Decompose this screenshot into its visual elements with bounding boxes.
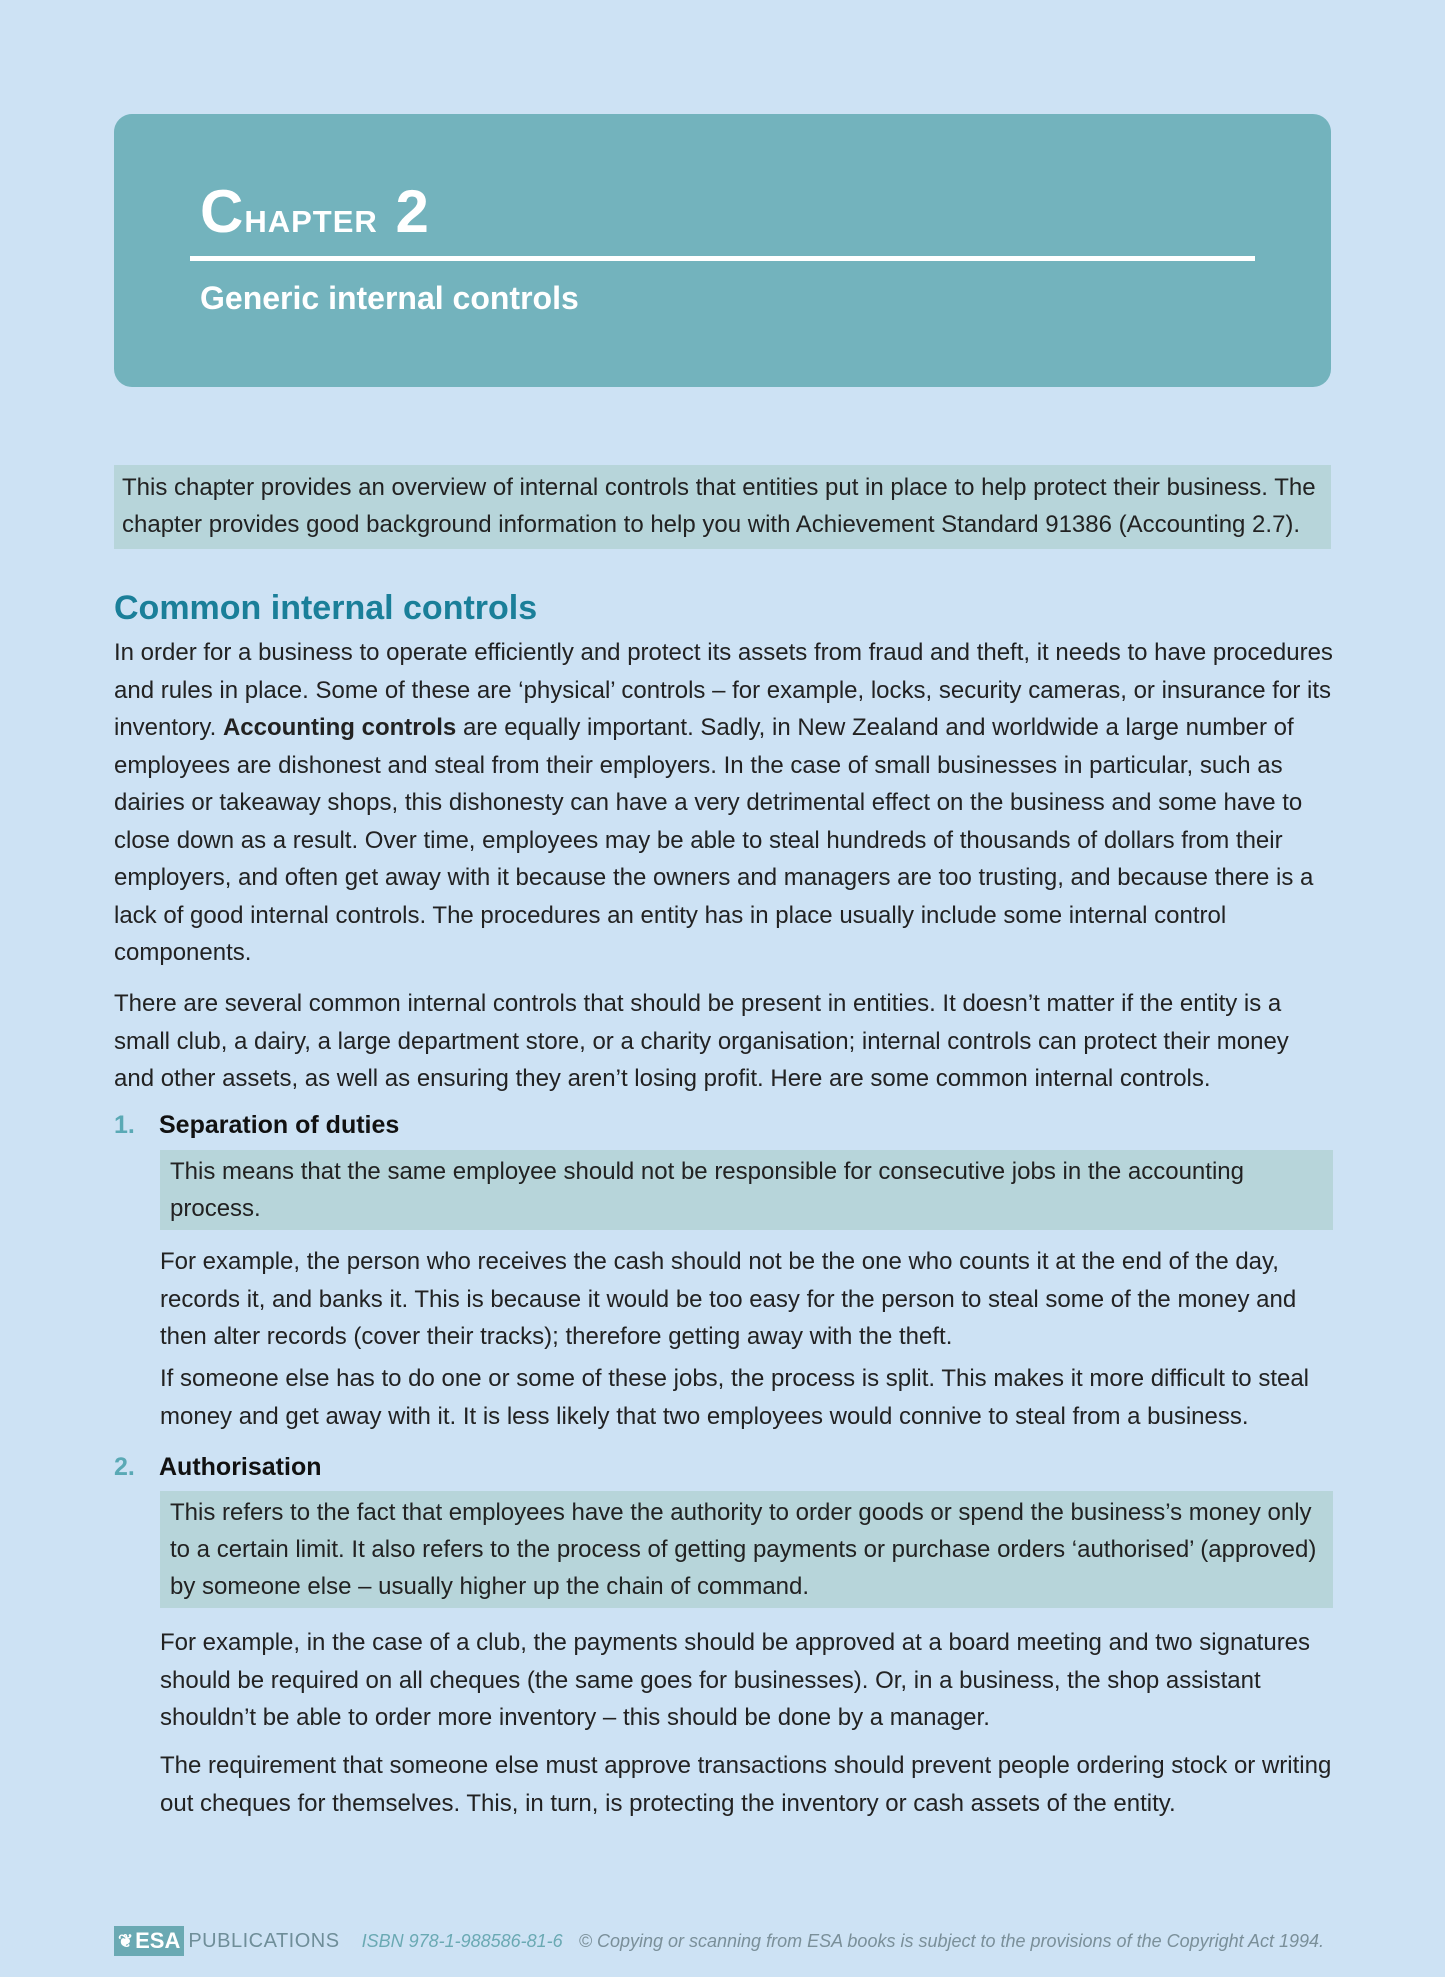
chapter-title — [200, 178, 430, 245]
isbn-text: ISBN 978-1-988586-81-6 — [361, 1930, 563, 1951]
publisher-logo — [114, 1926, 184, 1956]
para1-bold-term: Accounting controls — [222, 714, 457, 741]
section-heading: Common internal controls — [114, 589, 538, 627]
section-paragraph-1 — [114, 634, 1334, 972]
list-item-heading — [114, 1110, 399, 1140]
publisher-name: PUBLICATIONS — [188, 1929, 340, 1952]
list-item-heading — [114, 1452, 322, 1482]
logo-text: ESA — [135, 1928, 181, 1953]
para1-text-a: In order for a business to operate efficiently and protect its assets from fraud and theft, it needs to have procedures and rules in place. Some of these are ‘physical’ controls – for example, locks, security cameras, or insurance for its inventory. — [114, 639, 1333, 741]
item-paragraph: For example, the person who receives the cash should not be the one who counts it at the end of the day, records it, and banks it. This is because it would be too easy for the person to steal some of the money and then alter records (cover their tracks); therefore getting away with the theft. — [160, 1248, 1297, 1350]
leaf-icon: ❦ — [118, 1930, 134, 1951]
para1-text-b: are equally important. Sadly, in New Zealand and worldwide a large number of employees are dishonest and steal from their employers. In the case of small businesses in particular, such as dairies or takeaway shops, this dishonesty can have a very detrimental effect on the business and some have to close down as a result. Over time, employees may be able to steal hundreds of thousands of dollars from their employers, and often get away with it because the owners and managers are too trusting, and because there is a lack of good internal controls. The procedures an entity has in place usually include some internal control components. — [114, 714, 1314, 966]
list-item-number: 2. — [114, 1453, 135, 1481]
page-footer — [114, 1925, 1324, 1957]
item-paragraph: For example, in the case of a club, the payments should be approved at a board meeting and two signatures should be required on all cheques (the same goes for businesses). Or, in a business, the shop assistant shouldn’t be able to order more inventory – this should be done by a manager. — [160, 1629, 1311, 1731]
item-paragraph: If someone else has to do one or some of these jobs, the process is split. This makes it more difficult to steal money and get away with it. It is less likely that two employees would connive to steal from a business. — [160, 1365, 1310, 1430]
definition-box: This refers to the fact that employees have the authority to order goods or spend the business’s money only to a certain limit. It also refers to the process of getting payments or purchase orders ‘authorised’ (approved) by someone else – usually higher up the chain of command. — [160, 1491, 1333, 1608]
chapter-label-rest: hapter — [244, 193, 378, 242]
definition-box: This means that the same employee should not be responsible for consecutive jobs in the accounting process. — [160, 1150, 1333, 1230]
chapter-number: 2 — [395, 178, 430, 245]
list-item-label: Authorisation — [159, 1453, 322, 1481]
list-item-number: 1. — [114, 1111, 135, 1139]
section-paragraph-2: There are several common internal controls that should be present in entities. It doesn’t matter if the entity is a small club, a dairy, a large department store, or a charity organisation; internal controls can protect their money and other assets, as well as ensuring they aren’t losing profit. Here are some common internal controls. — [114, 990, 1289, 1092]
list-item-label: Separation of duties — [159, 1111, 400, 1139]
chapter-divider — [190, 256, 1255, 261]
chapter-banner — [114, 114, 1331, 387]
intro-box: This chapter provides an overview of internal controls that entities put in place to help protect their business. The chapter provides good background information to help you with Achievement Standard 91386 (Accounting 2.7). — [114, 465, 1331, 549]
chapter-label-first: C — [200, 178, 245, 245]
copyright-text: © Copying or scanning from ESA books is subject to the provisions of the Copyright Act 1994. — [578, 1930, 1325, 1951]
item-paragraph: The requirement that someone else must approve transactions should prevent people ordering stock or writing out cheques for themselves. This, in turn, is protecting the inventory or cash assets of the entity. — [160, 1752, 1332, 1817]
chapter-subtitle: Generic internal controls — [200, 280, 579, 316]
